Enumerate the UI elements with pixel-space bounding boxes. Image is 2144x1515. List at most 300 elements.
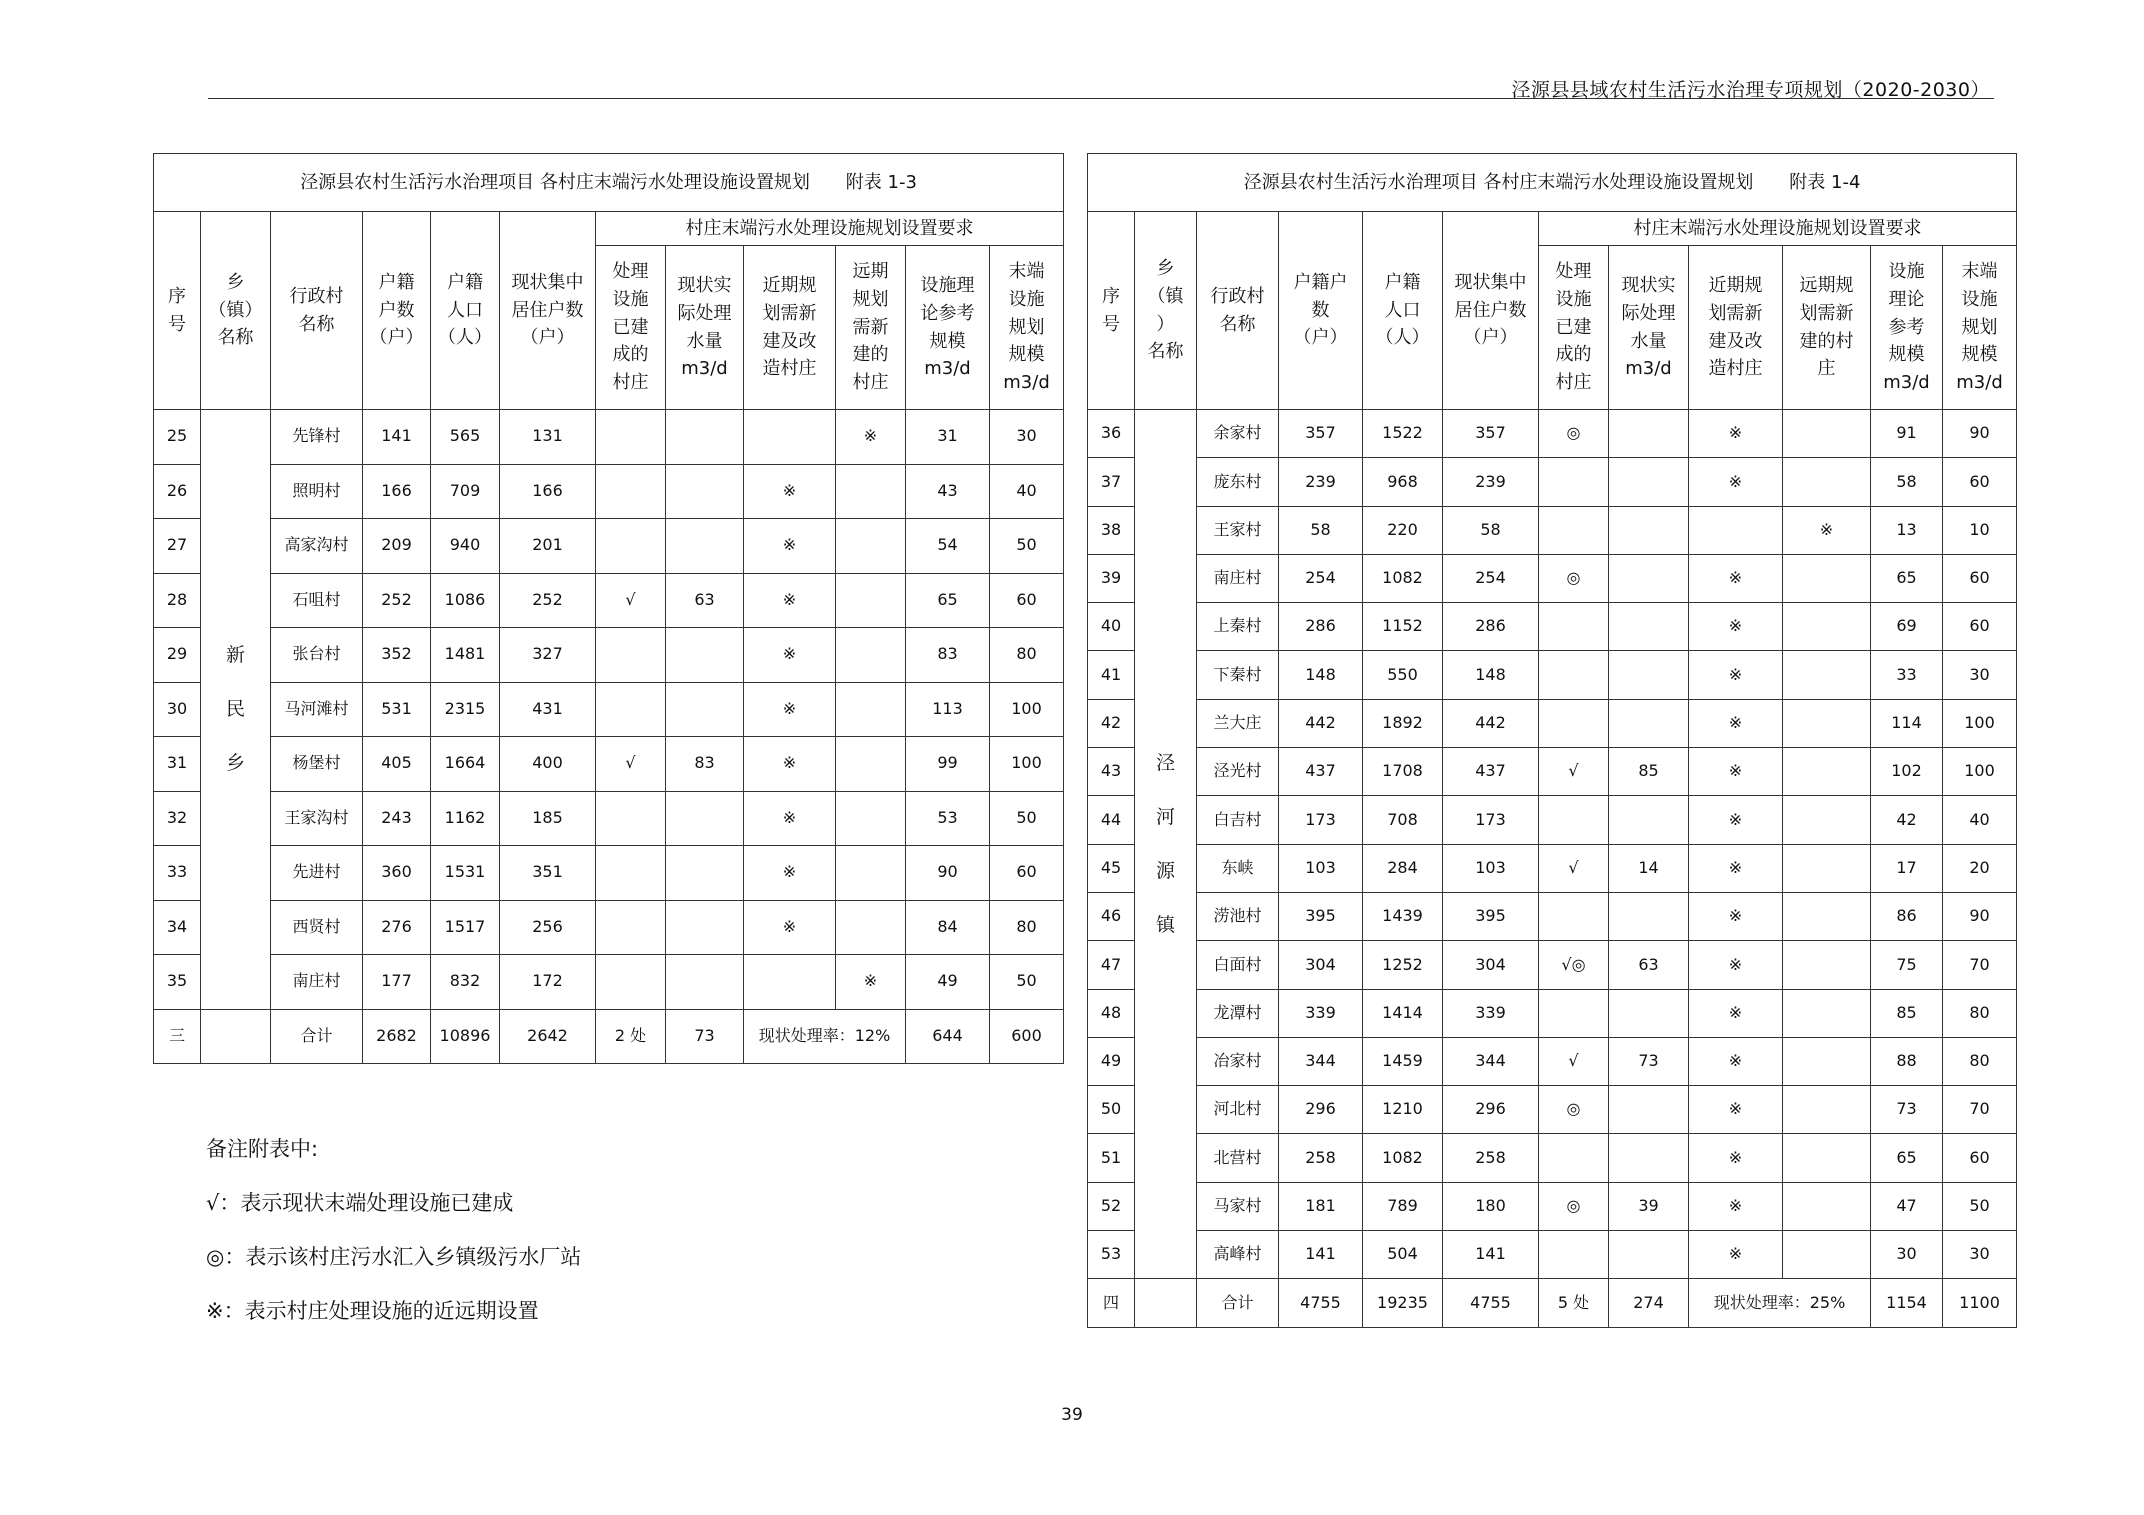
header-line-text: 序: [1102, 285, 1120, 307]
cell-population: 220: [1363, 506, 1443, 554]
town-char: 河: [1155, 806, 1175, 829]
cell-built: [1539, 603, 1609, 651]
cell-resident: 148: [1443, 651, 1539, 699]
cell-near: ※: [1689, 941, 1783, 989]
cell-seq: 50: [1088, 1086, 1135, 1134]
cell-built: √◎: [1539, 941, 1609, 989]
col-village-header: [1197, 212, 1279, 410]
cell-resident: 395: [1443, 892, 1539, 940]
table-row: [154, 791, 1064, 846]
cell-actual: [666, 846, 744, 901]
cell-ref: 43: [906, 464, 990, 519]
cell-seq: 44: [1088, 796, 1135, 844]
cell-plan: 80: [1943, 989, 2017, 1037]
town-char: 源: [1155, 860, 1175, 883]
col-near-header: [1689, 246, 1783, 410]
cell-ref: 65: [1871, 1134, 1943, 1182]
cell-far: [1783, 989, 1871, 1037]
cell-ref: 58: [1871, 458, 1943, 506]
cell-resident: 172: [500, 955, 596, 1010]
cell-near: ※: [1689, 748, 1783, 796]
header-line-text: 规模: [1008, 344, 1045, 366]
total-town: [1135, 1279, 1197, 1327]
cell-ref: 91: [1871, 410, 1943, 458]
header-line-text: 序: [168, 285, 186, 307]
col-plan-header: [1943, 246, 2017, 410]
header-line-text: 设施理: [920, 274, 975, 296]
cell-resident: 103: [1443, 844, 1539, 892]
col-far-header: [1783, 246, 1871, 410]
cell-households: 442: [1279, 699, 1363, 747]
header-line-text: 际处理: [677, 302, 732, 324]
cell-near: ※: [1689, 410, 1783, 458]
header-line-text: 造村庄: [1708, 358, 1763, 380]
cell-population: 1152: [1363, 603, 1443, 651]
cell-village: 石咀村: [271, 573, 363, 628]
header-line-text: 居住户数: [1454, 299, 1527, 321]
cell-resident: 442: [1443, 699, 1539, 747]
group-header: 村庄末端污水处理设施规划设置要求: [1539, 212, 2017, 246]
cell-ref: 114: [1871, 699, 1943, 747]
col-seq-header: [1088, 212, 1135, 410]
cell-village: 杨堡村: [271, 737, 363, 792]
cell-near: ※: [1689, 892, 1783, 940]
cell-built: ◎: [1539, 1086, 1609, 1134]
cell-ref: 53: [906, 791, 990, 846]
header-line-text: 设施: [1961, 288, 1998, 310]
table-row: [1088, 748, 2017, 796]
cell-far: [1783, 554, 1871, 602]
cell-households: 286: [1279, 603, 1363, 651]
cell-far: [836, 846, 906, 901]
cell-far: [836, 519, 906, 574]
total-households: 2682: [363, 1009, 431, 1064]
table-row: [154, 464, 1064, 519]
cell-population: 1086: [431, 573, 500, 628]
cell-population: 1522: [1363, 410, 1443, 458]
header-line-text: （镇: [1147, 285, 1184, 307]
cell-village: 河北村: [1197, 1086, 1279, 1134]
town-cell: [201, 410, 271, 1010]
cell-village: 西贤村: [271, 900, 363, 955]
cell-near: ※: [1689, 603, 1783, 651]
cell-village: 照明村: [271, 464, 363, 519]
cell-actual: 83: [666, 737, 744, 792]
cell-plan: 90: [1943, 892, 2017, 940]
cell-seq: 37: [1088, 458, 1135, 506]
header-line-text: 理论: [1888, 288, 1925, 310]
total-actual: 73: [666, 1009, 744, 1064]
cell-ref: 31: [906, 410, 990, 465]
header-line-text: 造村庄: [762, 358, 817, 380]
header-line-text: 规模: [1961, 344, 1998, 366]
notes: [206, 1122, 581, 1338]
cell-far: [836, 464, 906, 519]
header-line-text: 规模: [1888, 344, 1925, 366]
header-line-text: 现状集中: [1454, 271, 1527, 293]
cell-resident: 400: [500, 737, 596, 792]
cell-resident: 201: [500, 519, 596, 574]
cell-built: [1539, 892, 1609, 940]
cell-population: 708: [1363, 796, 1443, 844]
cell-resident: 185: [500, 791, 596, 846]
cell-actual: [1609, 603, 1689, 651]
cell-seq: 43: [1088, 748, 1135, 796]
cell-far: [1783, 941, 1871, 989]
header-line-text: 现状实: [677, 274, 732, 296]
cell-far: [1783, 748, 1871, 796]
cell-population: 2315: [431, 682, 500, 737]
header-line-text: 远期: [852, 260, 889, 282]
cell-built: [596, 410, 666, 465]
cell-far: ※: [1783, 506, 1871, 554]
cell-built: [1539, 989, 1609, 1037]
cell-actual: [1609, 796, 1689, 844]
cell-actual: [666, 682, 744, 737]
total-ref: 1154: [1871, 1279, 1943, 1327]
cell-village: 南庄村: [271, 955, 363, 1010]
total-actual: 274: [1609, 1279, 1689, 1327]
header-line-text: 户籍: [378, 271, 415, 293]
header-line-text: 设施: [612, 288, 649, 310]
total-row: [154, 1009, 1064, 1064]
header-line-text: 行政村: [1210, 285, 1265, 307]
cell-plan: 50: [990, 955, 1064, 1010]
cell-resident: 304: [1443, 941, 1539, 989]
cell-village: 先进村: [271, 846, 363, 901]
table-row: [1088, 651, 2017, 699]
header-line-text: 村庄: [612, 372, 649, 394]
cell-plan: 60: [990, 573, 1064, 628]
cell-far: [836, 791, 906, 846]
cell-seq: 38: [1088, 506, 1135, 554]
header-line-text: 处理: [1555, 260, 1592, 282]
cell-village: 兰大庄: [1197, 699, 1279, 747]
cell-far: [1783, 651, 1871, 699]
header-line-text: （户）: [1463, 327, 1518, 349]
table-row: [1088, 941, 2017, 989]
cell-ref: 75: [1871, 941, 1943, 989]
cell-built: [596, 519, 666, 574]
town-cell: [1135, 410, 1197, 1279]
cell-near: ※: [1689, 844, 1783, 892]
cell-resident: 180: [1443, 1182, 1539, 1230]
total-ref: 644: [906, 1009, 990, 1064]
table-row: [154, 682, 1064, 737]
header-line-text: 成的: [612, 344, 649, 366]
header-line-text: （户）: [520, 327, 575, 349]
cell-village: 东峡: [1197, 844, 1279, 892]
cell-far: [836, 737, 906, 792]
cell-built: [596, 464, 666, 519]
table-caption: 泾源县农村生活污水治理项目 各村庄末端污水处理设施设置规划 附表 1-4: [1088, 154, 2017, 212]
header-line-text: 远期规: [1799, 274, 1854, 296]
note-reference-mark: ※：表示村庄处理设施的近远期设置: [206, 1299, 539, 1323]
header-line-text: 建及改: [1708, 330, 1763, 352]
cell-households: 243: [363, 791, 431, 846]
col-village-header: [271, 212, 363, 410]
cell-actual: 39: [1609, 1182, 1689, 1230]
cell-actual: [666, 628, 744, 683]
cell-seq: 32: [154, 791, 201, 846]
header-line-text: 成的: [1555, 344, 1592, 366]
cell-actual: [1609, 1231, 1689, 1279]
cell-households: 437: [1279, 748, 1363, 796]
header-line-text: 乡: [1156, 257, 1175, 279]
cell-households: 531: [363, 682, 431, 737]
cell-seq: 41: [1088, 651, 1135, 699]
cell-ref: 113: [906, 682, 990, 737]
table-row: [1088, 603, 2017, 651]
cell-village: 马家村: [1197, 1182, 1279, 1230]
cell-ref: 69: [1871, 603, 1943, 651]
header-line-text: 村庄: [1555, 372, 1592, 394]
cell-village: 下秦村: [1197, 651, 1279, 699]
cell-resident: 344: [1443, 1037, 1539, 1085]
cell-seq: 40: [1088, 603, 1135, 651]
table-row: [1088, 892, 2017, 940]
cell-near: ※: [744, 900, 836, 955]
cell-resident: 252: [500, 573, 596, 628]
cell-plan: 80: [990, 628, 1064, 683]
cell-actual: [1609, 892, 1689, 940]
header-line-text: 划需新: [762, 302, 817, 324]
cell-ref: 13: [1871, 506, 1943, 554]
header-row: [154, 212, 1064, 246]
cell-plan: 20: [1943, 844, 2017, 892]
header-line-text: 末端: [1008, 260, 1045, 282]
cell-actual: [666, 519, 744, 574]
col-households-header: [1279, 212, 1363, 410]
table-row: [154, 519, 1064, 574]
header-line-text: 已建: [612, 316, 649, 338]
cell-far: [1783, 1086, 1871, 1134]
cell-village: 冶家村: [1197, 1037, 1279, 1085]
col-ref-header: [1871, 246, 1943, 410]
cell-plan: 100: [990, 737, 1064, 792]
cell-near: ※: [1689, 1086, 1783, 1134]
cell-seq: 34: [154, 900, 201, 955]
cell-far: [836, 573, 906, 628]
cell-village: 余家村: [1197, 410, 1279, 458]
cell-seq: 42: [1088, 699, 1135, 747]
header-line-text: 数: [1311, 299, 1330, 321]
header-line-text: 设施: [1888, 260, 1925, 282]
cell-population: 1664: [431, 737, 500, 792]
cell-population: 709: [431, 464, 500, 519]
note-check: √：表示现状末端处理设施已建成: [206, 1191, 514, 1215]
cell-households: 258: [1279, 1134, 1363, 1182]
cell-resident: 296: [1443, 1086, 1539, 1134]
col-actual-header: [666, 246, 744, 410]
header-line-text: 名称: [298, 313, 335, 335]
cell-far: [1783, 1037, 1871, 1085]
cell-near: ※: [1689, 554, 1783, 602]
cell-near: ※: [744, 573, 836, 628]
cell-village: 高峰村: [1197, 1231, 1279, 1279]
cell-plan: 50: [990, 519, 1064, 574]
header-rule: [208, 98, 1994, 99]
cell-village: 高家沟村: [271, 519, 363, 574]
col-resident-header: [1443, 212, 1539, 410]
table-row: [1088, 410, 2017, 458]
cell-far: ※: [836, 410, 906, 465]
cell-resident: 239: [1443, 458, 1539, 506]
header-line-text: 行政村: [289, 285, 344, 307]
cell-households: 166: [363, 464, 431, 519]
cell-actual: [666, 955, 744, 1010]
cell-actual: 85: [1609, 748, 1689, 796]
header-line-text: 际处理: [1621, 302, 1676, 324]
cell-near: ※: [744, 519, 836, 574]
table-caption: 泾源县农村生活污水治理项目 各村庄末端污水处理设施设置规划 附表 1-3: [154, 154, 1064, 212]
total-plan: 1100: [1943, 1279, 2017, 1327]
cell-built: [1539, 1231, 1609, 1279]
total-rate: 现状处理率：12%: [744, 1009, 906, 1064]
cell-built: ◎: [1539, 554, 1609, 602]
cell-village: 泾光村: [1197, 748, 1279, 796]
cell-built: [596, 846, 666, 901]
col-plan-header: [990, 246, 1064, 410]
header-line-text: 户数: [378, 299, 415, 321]
table-row: [154, 737, 1064, 792]
col-built-header: [1539, 246, 1609, 410]
cell-population: 1439: [1363, 892, 1443, 940]
cell-seq: 28: [154, 573, 201, 628]
cell-plan: 60: [990, 846, 1064, 901]
cell-population: 1459: [1363, 1037, 1443, 1085]
cell-resident: 258: [1443, 1134, 1539, 1182]
cell-resident: 131: [500, 410, 596, 465]
cell-built: [596, 900, 666, 955]
cell-ref: 17: [1871, 844, 1943, 892]
cell-village: 王家沟村: [271, 791, 363, 846]
total-row: [1088, 1279, 2017, 1327]
cell-seq: 51: [1088, 1134, 1135, 1182]
cell-actual: [666, 410, 744, 465]
cell-actual: [666, 464, 744, 519]
cell-plan: 30: [990, 410, 1064, 465]
cell-actual: [1609, 651, 1689, 699]
cell-ref: 85: [1871, 989, 1943, 1037]
table-row: [1088, 1231, 2017, 1279]
cell-far: [1783, 1134, 1871, 1182]
header-line-text: 户籍户: [1293, 271, 1348, 293]
total-population: 10896: [431, 1009, 500, 1064]
header-line-text: 建的: [852, 344, 889, 366]
cell-population: 1708: [1363, 748, 1443, 796]
cell-built: [596, 791, 666, 846]
cell-population: 832: [431, 955, 500, 1010]
cell-seq: 27: [154, 519, 201, 574]
cell-plan: 50: [990, 791, 1064, 846]
cell-near: [744, 955, 836, 1010]
cell-resident: 173: [1443, 796, 1539, 844]
cell-plan: 50: [1943, 1182, 2017, 1230]
cell-near: ※: [1689, 699, 1783, 747]
table-row: [1088, 1086, 2017, 1134]
cell-plan: 90: [1943, 410, 2017, 458]
cell-plan: 60: [1943, 554, 2017, 602]
header-line-text: 处理: [612, 260, 649, 282]
header-line-text: m3/d: [1956, 372, 2003, 394]
document-title: 泾源县县域农村生活污水治理专项规划（2020-2030）: [1511, 79, 1990, 101]
cell-households: 209: [363, 519, 431, 574]
cell-seq: 25: [154, 410, 201, 465]
cell-households: 276: [363, 900, 431, 955]
cell-actual: [1609, 506, 1689, 554]
header-line-text: 现状集中: [511, 271, 584, 293]
cell-seq: 49: [1088, 1037, 1135, 1085]
cell-near: ※: [744, 682, 836, 737]
cell-plan: 80: [990, 900, 1064, 955]
cell-near: [1689, 506, 1783, 554]
notes-title: 备注附表中:: [206, 1137, 319, 1161]
total-rate: 现状处理率：25%: [1689, 1279, 1871, 1327]
cell-ref: 102: [1871, 748, 1943, 796]
cell-households: 352: [363, 628, 431, 683]
cell-resident: 327: [500, 628, 596, 683]
header-line-text: 规划: [1961, 316, 1998, 338]
total-households: 4755: [1279, 1279, 1363, 1327]
cell-plan: 40: [1943, 796, 2017, 844]
group-header: 村庄末端污水处理设施规划设置要求: [596, 212, 1064, 246]
header-line-text: m3/d: [924, 358, 971, 380]
cell-near: ※: [1689, 651, 1783, 699]
header-line-text: 人口: [447, 299, 483, 321]
cell-near: ※: [744, 464, 836, 519]
table-row: [154, 410, 1064, 465]
header-line-text: 划需新: [1799, 302, 1854, 324]
header-line-text: 论参考: [920, 302, 975, 324]
table-row: [1088, 506, 2017, 554]
cell-seq: 48: [1088, 989, 1135, 1037]
cell-households: 58: [1279, 506, 1363, 554]
cell-households: 395: [1279, 892, 1363, 940]
cell-population: 504: [1363, 1231, 1443, 1279]
total-plan: 600: [990, 1009, 1064, 1064]
header-line-text: 已建: [1555, 316, 1592, 338]
cell-resident: 256: [500, 900, 596, 955]
cell-resident: 286: [1443, 603, 1539, 651]
cell-ref: 33: [1871, 651, 1943, 699]
header-line-text: （镇）: [208, 299, 263, 321]
col-households-header: [363, 212, 431, 410]
cell-households: 103: [1279, 844, 1363, 892]
cell-near: ※: [744, 628, 836, 683]
cell-plan: 100: [1943, 699, 2017, 747]
cell-seq: 39: [1088, 554, 1135, 602]
cell-population: 1517: [431, 900, 500, 955]
cell-built: [1539, 796, 1609, 844]
header-line-text: 人口: [1384, 299, 1421, 321]
header-line-text: 庄: [1817, 358, 1836, 380]
cell-built: [1539, 1134, 1609, 1182]
cell-village: 白面村: [1197, 941, 1279, 989]
cell-actual: 14: [1609, 844, 1689, 892]
header-line-text: 建的村: [1799, 330, 1854, 352]
header-line-text: m3/d: [1625, 358, 1672, 380]
cell-ref: 65: [906, 573, 990, 628]
total-seq: 四: [1088, 1279, 1135, 1327]
town-name: [201, 628, 270, 790]
cell-ref: 65: [1871, 554, 1943, 602]
cell-plan: 100: [990, 682, 1064, 737]
cell-far: [836, 628, 906, 683]
cell-actual: [1609, 554, 1689, 602]
col-ref-header: [906, 246, 990, 410]
cell-seq: 46: [1088, 892, 1135, 940]
